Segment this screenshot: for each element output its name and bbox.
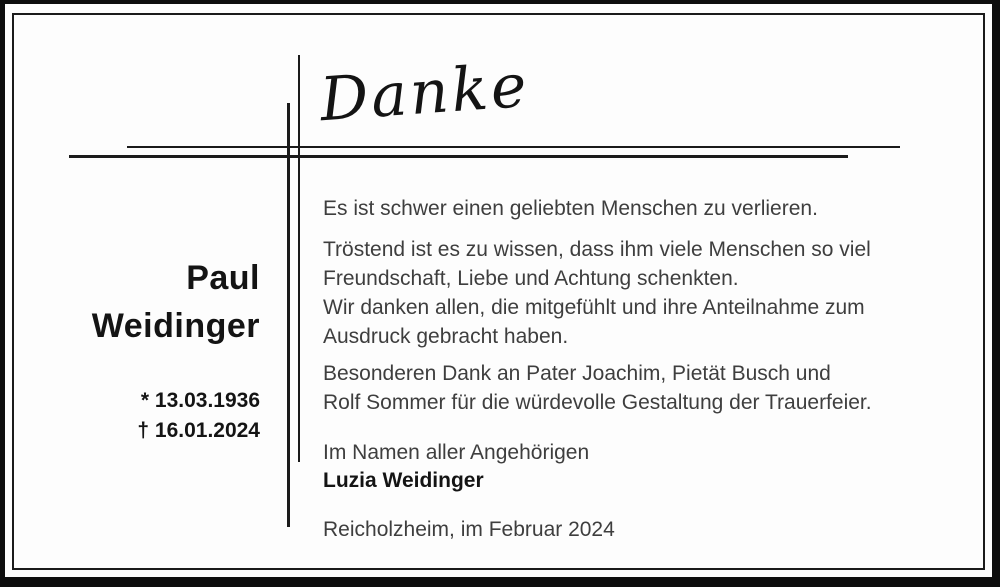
deceased-first-name: Paul	[186, 259, 260, 297]
on-behalf-line: Im Namen aller Angehörigen	[323, 441, 590, 464]
danke-script-title: Danke	[317, 50, 532, 136]
paragraph-thanks	[323, 235, 923, 351]
text-line: Es ist schwer einen geliebten Menschen zu verlieren.	[323, 197, 818, 220]
text-line: Besonderen Dank an Pater Joachim, Pietät Busch und	[323, 362, 831, 385]
horizontal-rule-lower	[69, 155, 848, 158]
deceased-name	[30, 254, 260, 350]
text-line: Freundschaft, Liebe und Achtung schenkten.	[323, 267, 739, 290]
horizontal-rule-upper	[127, 146, 900, 148]
paragraph-intro	[323, 194, 923, 223]
signature-name: Luzia Weidinger	[323, 469, 484, 492]
death-date: † 16.01.2024	[137, 419, 260, 442]
text-line: Wir danken allen, die mitgefühlt und ihre Anteilnahme zum	[323, 296, 865, 319]
text-line: Tröstend ist es zu wissen, dass ihm viele Menschen so viel	[323, 238, 871, 261]
vertical-rule-left	[287, 103, 290, 527]
paragraph-special-thanks	[323, 359, 923, 417]
life-dates	[30, 386, 260, 446]
text-line: Rolf Sommer für die würdevolle Gestaltung der Trauerfeier.	[323, 391, 872, 414]
vertical-rule-right	[298, 55, 300, 462]
deceased-last-name: Weidinger	[91, 307, 260, 345]
place-and-date: Reicholzheim, im Februar 2024	[323, 518, 615, 541]
text-line: Ausdruck gebracht haben.	[323, 325, 569, 348]
birth-date: * 13.03.1936	[140, 389, 260, 412]
